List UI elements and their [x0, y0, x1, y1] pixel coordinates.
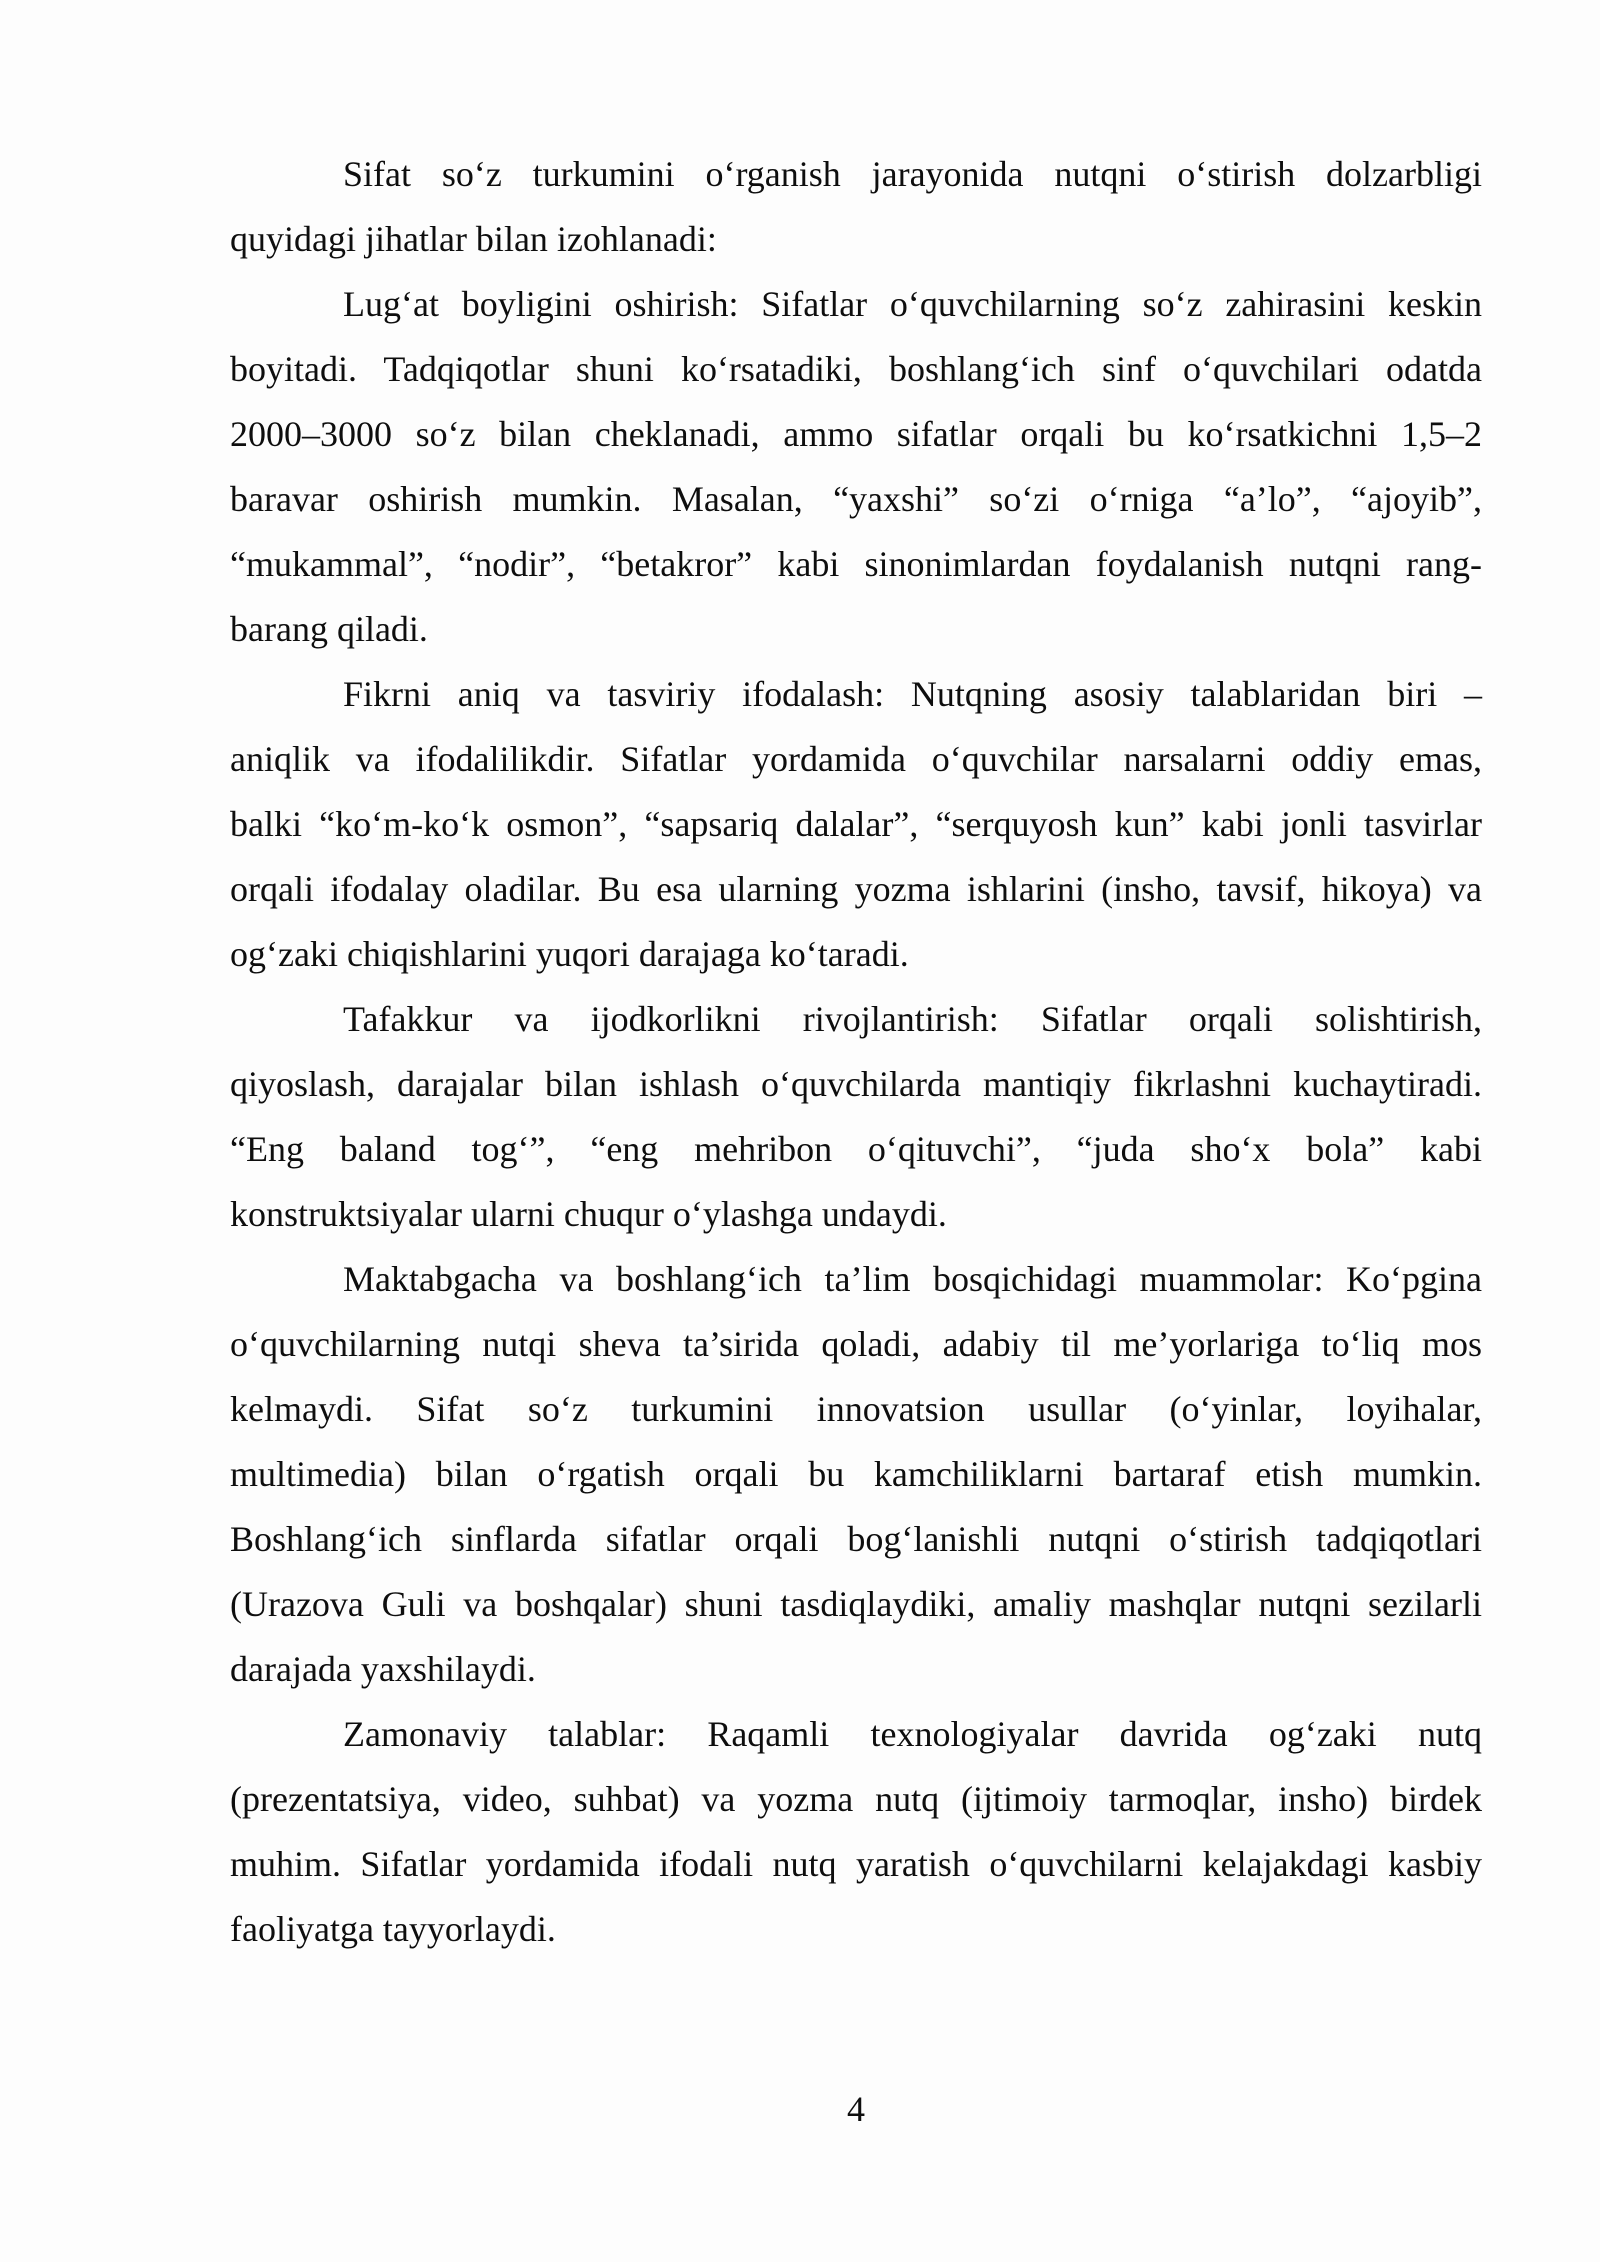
text-line: baravar oshirish mumkin. Masalan, “yaxshi” so‘zi o‘rniga “a’lo”, “ajoyib”,: [230, 479, 1482, 519]
paragraph: [230, 142, 1482, 272]
text-line: boyitadi. Tadqiqotlar shuni ko‘rsatadiki, boshlang‘ich sinf o‘quvchilari odatda: [230, 349, 1482, 389]
text-line: darajada yaxshilaydi.: [230, 1649, 536, 1689]
text-line: og‘zaki chiqishlarini yuqori darajaga ko‘taradi.: [230, 934, 909, 974]
text-line: kelmaydi. Sifat so‘z turkumini innovatsion usullar (o‘yinlar, loyihalar,: [230, 1389, 1482, 1429]
paragraph: [230, 662, 1482, 987]
text-line: faoliyatga tayyorlaydi.: [230, 1909, 556, 1949]
text-line: qiyoslash, darajalar bilan ishlash o‘quvchilarda mantiqiy fikrlashni kuchaytiradi.: [230, 1064, 1482, 1104]
text-block: [230, 142, 1482, 1962]
text-line: Zamonaviy talablar: Raqamli texnologiyalar davrida og‘zaki nutq: [343, 1714, 1482, 1754]
text-line: Maktabgacha va boshlang‘ich ta’lim bosqichidagi muammolar: Ko‘pgina: [343, 1259, 1482, 1299]
text-line: quyidagi jihatlar bilan izohlanadi:: [230, 219, 717, 259]
text-line: Lug‘at boyligini oshirish: Sifatlar o‘quvchilarning so‘z zahirasini keskin: [343, 284, 1482, 324]
text-line: Tafakkur va ijodkorlikni rivojlantirish: Sifatlar orqali solishtirish,: [343, 999, 1482, 1039]
paragraph: [230, 1247, 1482, 1702]
text-line: o‘quvchilarning nutqi sheva ta’sirida qoladi, adabiy til me’yorlariga to‘liq mos: [230, 1324, 1482, 1364]
text-line: (Urazova Guli va boshqalar) shuni tasdiqlaydiki, amaliy mashqlar nutqni sezilarli: [230, 1584, 1482, 1624]
text-line: 2000–3000 so‘z bilan cheklanadi, ammo sifatlar orqali bu ko‘rsatkichni 1,5–2: [230, 414, 1482, 454]
text-line: multimedia) bilan o‘rgatish orqali bu kamchiliklarni bartaraf etish mumkin.: [230, 1454, 1482, 1494]
page-footer: [230, 2077, 1482, 2142]
paragraph: [230, 987, 1482, 1247]
page-number: 4: [847, 2089, 865, 2129]
text-line: Fikrni aniq va tasviriy ifodalash: Nutqning asosiy talablaridan biri –: [343, 674, 1482, 714]
text-line: aniqlik va ifodalilikdir. Sifatlar yordamida o‘quvchilar narsalarni oddiy emas,: [230, 739, 1482, 779]
text-line: barang qiladi.: [230, 609, 428, 649]
text-line: balki “ko‘m-ko‘k osmon”, “sapsariq dalalar”, “serquyosh kun” kabi jonli tasvirlar: [230, 804, 1482, 844]
text-line: muhim. Sifatlar yordamida ifodali nutq yaratish o‘quvchilarni kelajakdagi kasbiy: [230, 1844, 1482, 1884]
text-line: Boshlang‘ich sinflarda sifatlar orqali bog‘lanishli nutqni o‘stirish tadqiqotlari: [230, 1519, 1482, 1559]
text-line: konstruktsiyalar ularni chuqur o‘ylashga undaydi.: [230, 1194, 947, 1234]
text-line: orqali ifodalay oladilar. Bu esa ularning yozma ishlarini (insho, tavsif, hikoya) va: [230, 869, 1482, 909]
text-line: “Eng baland tog‘”, “eng mehribon o‘qituvchi”, “juda sho‘x bola” kabi: [230, 1129, 1482, 1169]
text-line: (prezentatsiya, video, suhbat) va yozma nutq (ijtimoiy tarmoqlar, insho) birdek: [230, 1779, 1482, 1819]
text-line: “mukammal”, “nodir”, “betakror” kabi sinonimlardan foydalanish nutqni rang-: [230, 544, 1482, 584]
paragraph: [230, 272, 1482, 662]
paragraph: [230, 1702, 1482, 1962]
text-line: Sifat so‘z turkumini o‘rganish jarayonida nutqni o‘stirish dolzarbligi: [343, 154, 1482, 194]
